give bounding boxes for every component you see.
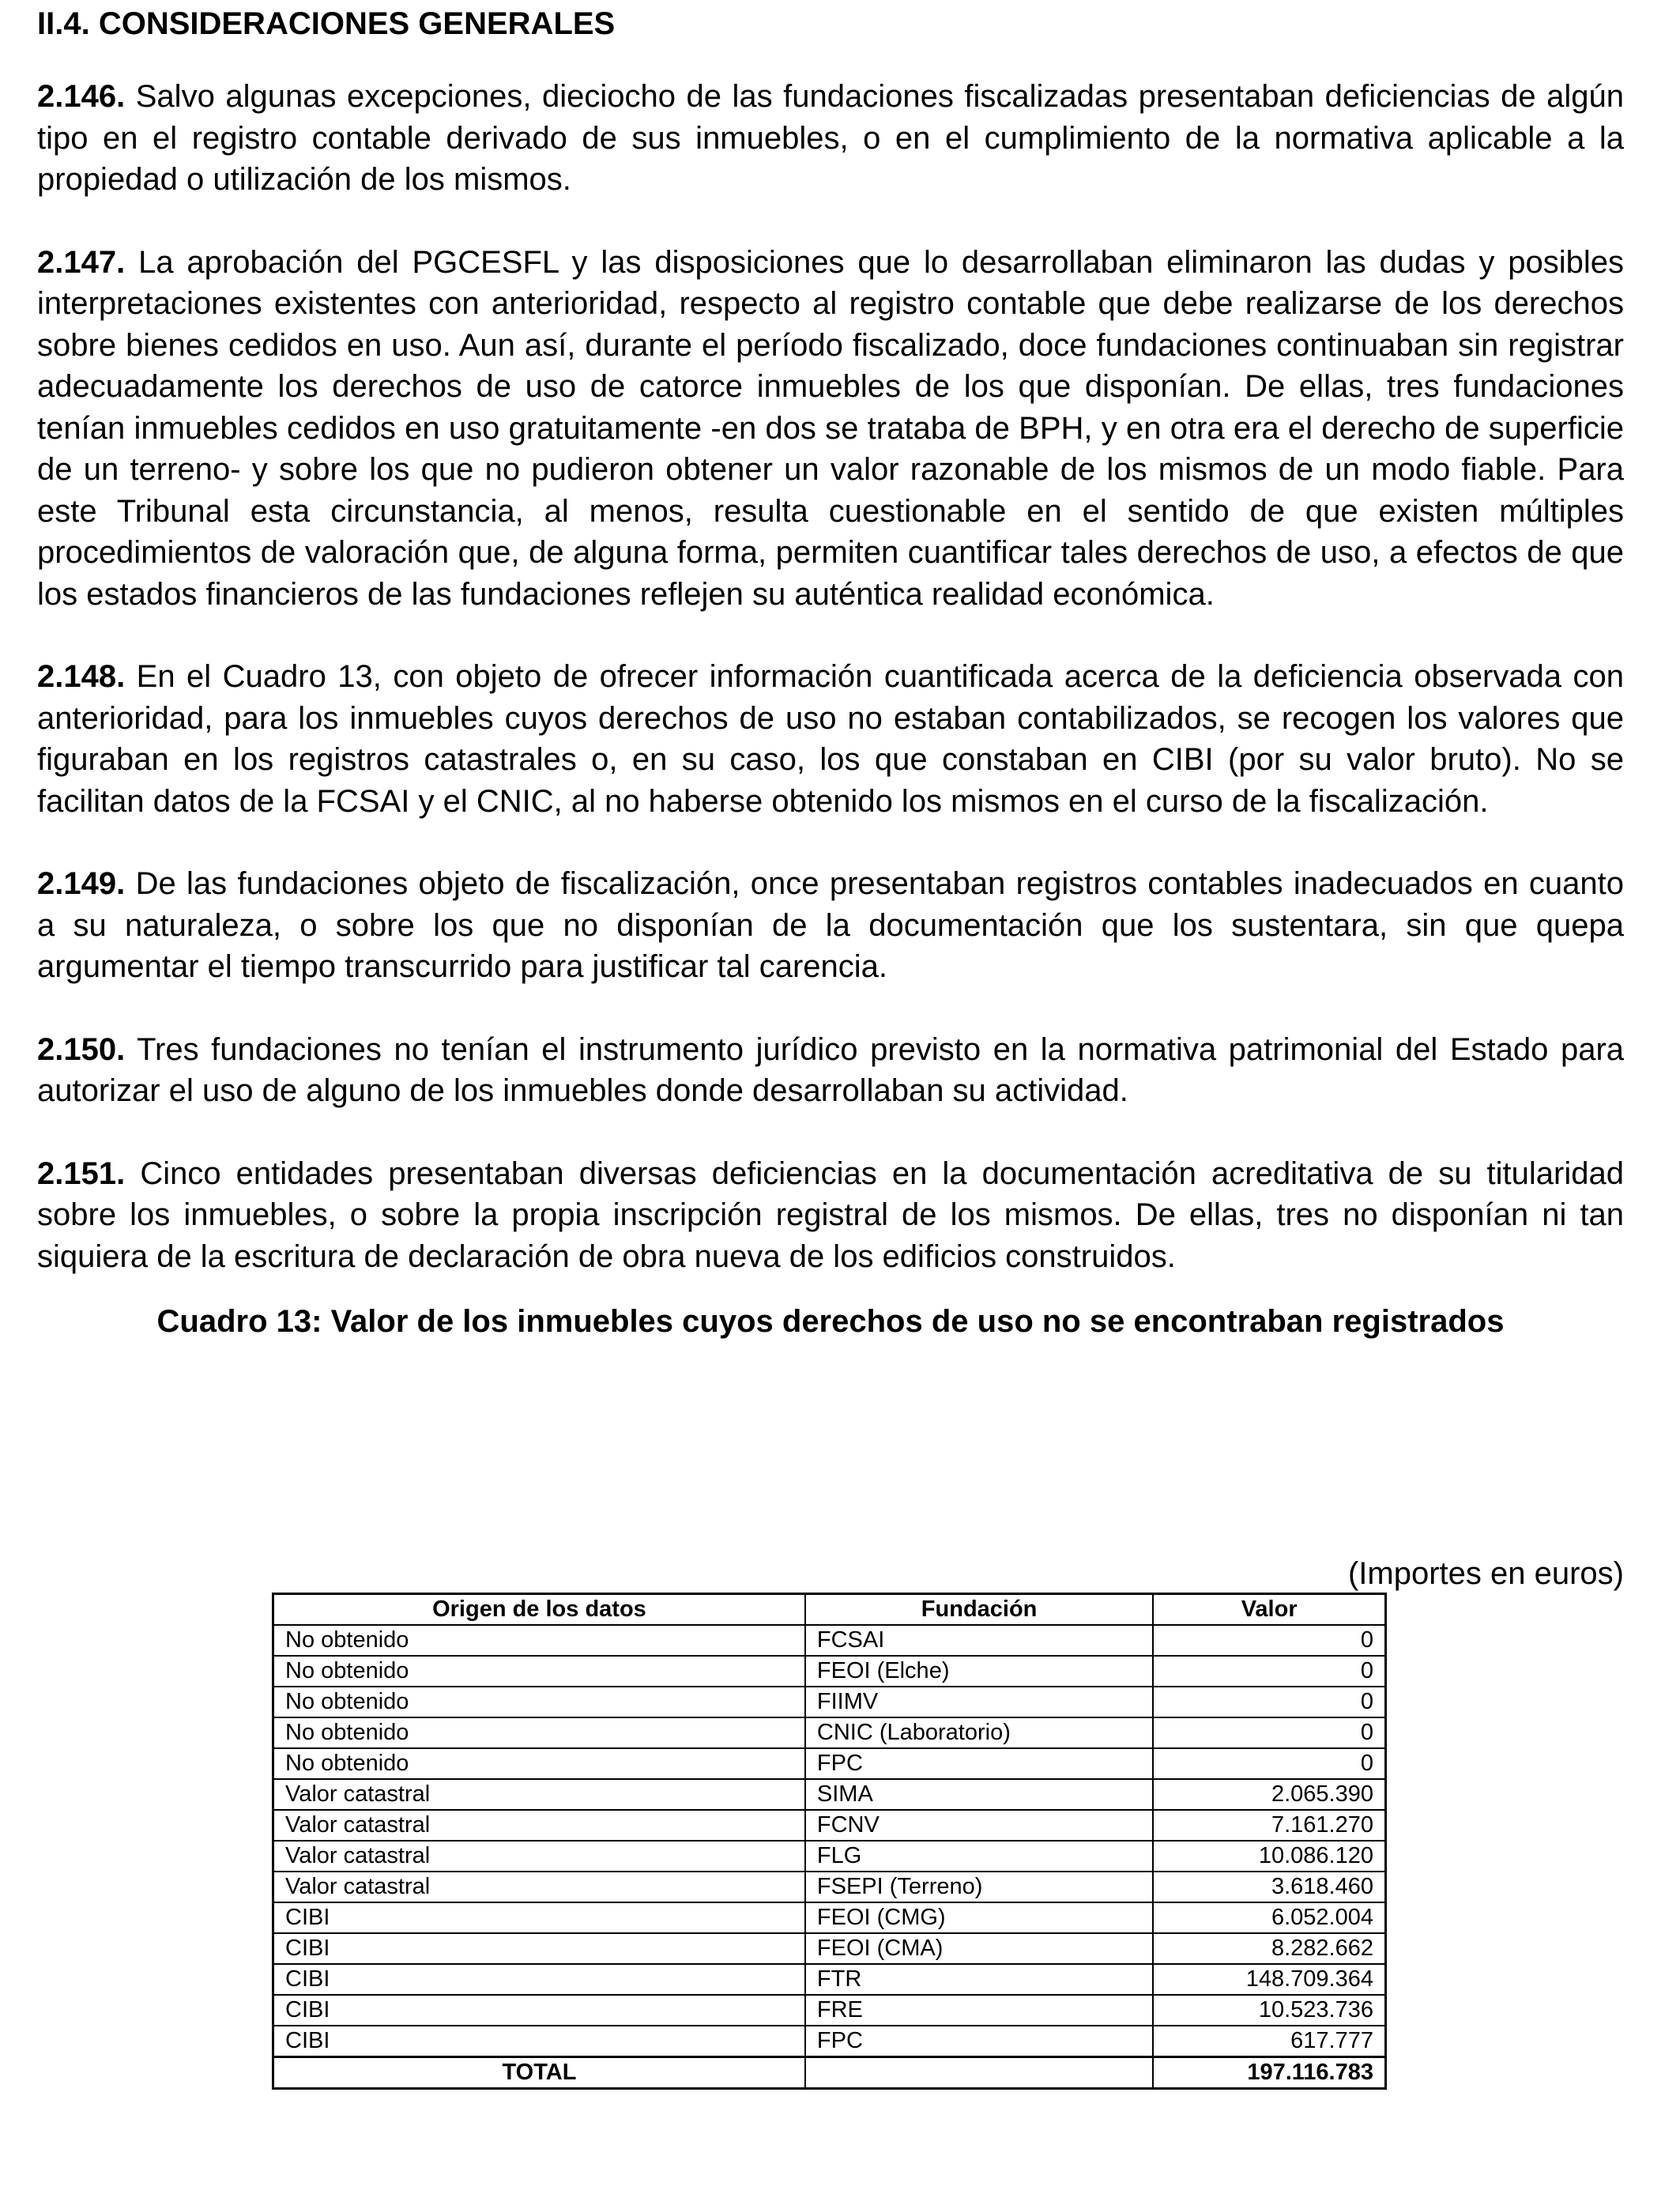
- foundation-cell: FIIMV: [805, 1687, 1153, 1717]
- table-row: [273, 1625, 1386, 1656]
- origin-cell: Valor catastral: [273, 1872, 805, 1902]
- section-title: II.4. CONSIDERACIONES GENERALES: [37, 6, 616, 41]
- paragraph-text: La aprobación del PGCESFL y las disposiciones que lo desarrollaban eliminaron las dudas y posibles interpretaciones existentes con anterioridad, respecto al registro contable que debe realizarse de los derechos sobre bienes cedidos en uso. Aun así, durante el período fiscalizado, doce fundaciones continuaban sin registrar adecuadamente los derechos de uso de catorce inmuebles de los que disponían. De ellas, tres fundaciones tenían inmuebles cedidos en uso gratuitamente -en dos se trataba de BPH, y en otra era el derecho de superficie de un terreno- y sobre los que no pudieron obtener un valor razonable de los mismos de un modo fiable. Para este Tribunal esta circunstancia, al menos, resulta cuestionable en el sentido de que existen múltiples procedimientos de valoración que, de alguna forma, permiten cuantificar tales derechos de uso, a efectos de que los estados financieros de las fundaciones reflejen su auténtica realidad económica.: [37, 244, 1624, 612]
- paragraph: [37, 656, 1624, 822]
- paragraph-list: [37, 76, 1624, 1277]
- origin-cell: Valor catastral: [273, 1841, 805, 1872]
- origin-cell: No obtenido: [273, 1625, 805, 1656]
- table-section: [37, 1555, 1624, 2090]
- paragraph-number: 2.147.: [37, 244, 126, 280]
- table-caption: Cuadro 13: Valor de los inmuebles cuyos derechos de uso no se encontraban registrados: [156, 1304, 1505, 1339]
- header-foundation: Fundación: [805, 1594, 1153, 1626]
- table-row: [273, 1933, 1386, 1964]
- foundation-cell: FCNV: [805, 1810, 1153, 1841]
- origin-cell: No obtenido: [273, 1656, 805, 1687]
- value-cell: 0: [1153, 1687, 1385, 1717]
- foundation-cell: FSEPI (Terreno): [805, 1872, 1153, 1902]
- table-header-row: [273, 1594, 1386, 1626]
- table-row: [273, 1872, 1386, 1902]
- table-row: [273, 1748, 1386, 1779]
- foundation-cell: FPC: [805, 1748, 1153, 1779]
- origin-cell: CIBI: [273, 2026, 805, 2057]
- total-label: TOTAL: [273, 2057, 805, 2089]
- origin-cell: CIBI: [273, 1933, 805, 1964]
- paragraph-text: Salvo algunas excepciones, dieciocho de las fundaciones fiscalizadas presentaban deficiencias de algún tipo en el registro contable derivado de sus inmuebles, o en el cumplimiento de la normativa aplicable a la propiedad o utilización de los mismos.: [37, 79, 1624, 197]
- paragraph: [37, 1029, 1624, 1112]
- table-row: [273, 1902, 1386, 1933]
- foundation-cell: FEOI (Elche): [805, 1656, 1153, 1687]
- origin-cell: No obtenido: [273, 1687, 805, 1717]
- origin-cell: Valor catastral: [273, 1779, 805, 1810]
- paragraph: [37, 863, 1624, 988]
- value-cell: 6.052.004: [1153, 1902, 1385, 1933]
- value-cell: 0: [1153, 1656, 1385, 1687]
- foundation-cell: FEOI (CMA): [805, 1933, 1153, 1964]
- table-row: [273, 1779, 1386, 1810]
- paragraph-text: En el Cuadro 13, con objeto de ofrecer información cuantificada acerca de la deficiencia observada con anterioridad, para los inmuebles cuyos derechos de uso no estaban contabilizados, se recogen los valores que figuraban en los registros catastrales o, en su caso, los que constaban en CIBI (por su valor bruto). No se facilitan datos de la FCSAI y el CNIC, al no haberse obtenido los mismos en el curso de la fiscalización.: [37, 659, 1624, 819]
- table-row: [273, 1717, 1386, 1748]
- table-row: [273, 2026, 1386, 2057]
- document-body: [37, 0, 1624, 1342]
- value-cell: 8.282.662: [1153, 1933, 1385, 1964]
- origin-cell: No obtenido: [273, 1748, 805, 1779]
- paragraph: [37, 76, 1624, 201]
- table-total-row: [273, 2057, 1386, 2089]
- foundation-cell: SIMA: [805, 1779, 1153, 1810]
- origin-cell: Valor catastral: [273, 1810, 805, 1841]
- origin-cell: CIBI: [273, 1902, 805, 1933]
- foundation-cell: FCSAI: [805, 1625, 1153, 1656]
- paragraph-number: 2.150.: [37, 1031, 126, 1067]
- table-row: [273, 1964, 1386, 1995]
- table-units: (Importes en euros): [1347, 1556, 1624, 1591]
- value-cell: 0: [1153, 1625, 1385, 1656]
- total-value: 197.116.783: [1153, 2057, 1385, 2089]
- value-cell: 2.065.390: [1153, 1779, 1385, 1810]
- value-cell: 7.161.270: [1153, 1810, 1385, 1841]
- value-cell: 10.523.736: [1153, 1995, 1385, 2026]
- table-row: [273, 1656, 1386, 1687]
- value-cell: 3.618.460: [1153, 1872, 1385, 1902]
- values-table: [272, 1593, 1387, 2090]
- foundation-cell: FEOI (CMG): [805, 1902, 1153, 1933]
- paragraph-number: 2.146.: [37, 79, 126, 114]
- paragraph: [37, 242, 1624, 616]
- origin-cell: No obtenido: [273, 1717, 805, 1748]
- header-origin: Origen de los datos: [273, 1594, 805, 1626]
- origin-cell: CIBI: [273, 1964, 805, 1995]
- header-value: Valor: [1153, 1594, 1385, 1626]
- paragraph-number: 2.149.: [37, 866, 126, 901]
- value-cell: 0: [1153, 1717, 1385, 1748]
- table-row: [273, 1995, 1386, 2026]
- foundation-cell: FRE: [805, 1995, 1153, 2026]
- table-row: [273, 1841, 1386, 1872]
- foundation-cell: FLG: [805, 1841, 1153, 1872]
- value-cell: 148.709.364: [1153, 1964, 1385, 1995]
- value-cell: 617.777: [1153, 2026, 1385, 2057]
- table-body: [273, 1625, 1386, 2089]
- paragraph-text: Cinco entidades presentaban diversas deficiencias en la documentación acreditativa de su titularidad sobre los inmuebles, o sobre la propia inscripción registral de los mismos. De ellas, tres no disponían ni tan siquiera de la escritura de declaración de obra nueva de los edificios construidos.: [37, 1155, 1624, 1274]
- foundation-cell: FPC: [805, 2026, 1153, 2057]
- paragraph-text: De las fundaciones objeto de fiscalización, once presentaban registros contables inadecuados en cuanto a su naturaleza, o sobre los que no disponían de la documentación que los sustentara, sin que quepa argumentar el tiempo transcurrido para justificar tal carencia.: [37, 866, 1624, 984]
- total-foundation: [805, 2057, 1153, 2089]
- paragraph-number: 2.151.: [37, 1155, 126, 1191]
- value-cell: 0: [1153, 1748, 1385, 1779]
- foundation-cell: CNIC (Laboratorio): [805, 1717, 1153, 1748]
- foundation-cell: FTR: [805, 1964, 1153, 1995]
- paragraph-number: 2.148.: [37, 659, 126, 694]
- paragraph-text: Tres fundaciones no tenían el instrumento jurídico previsto en la normativa patrimonial del Estado para autorizar el uso de alguno de los inmuebles donde desarrollaban su actividad.: [37, 1031, 1625, 1108]
- value-cell: 10.086.120: [1153, 1841, 1385, 1872]
- table-row: [273, 1810, 1386, 1841]
- origin-cell: CIBI: [273, 1995, 805, 2026]
- paragraph: [37, 1153, 1624, 1278]
- table-row: [273, 1687, 1386, 1717]
